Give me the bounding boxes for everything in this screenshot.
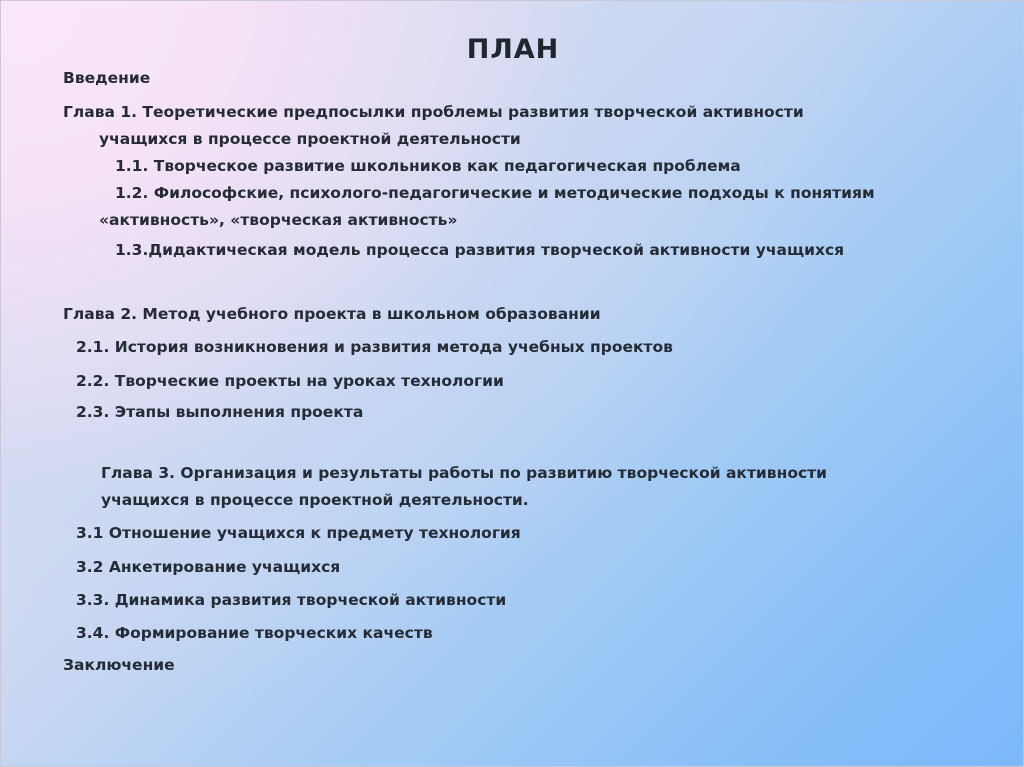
toc-section-3-2: 3.2 Анкетирование учащихся: [76, 558, 341, 576]
toc-conclusion: Заключение: [63, 656, 175, 674]
toc-section-3-3: 3.3. Динамика развития творческой активности: [76, 591, 507, 609]
toc-section-2-1: 2.1. История возникновения и развития метода учебных проектов: [76, 338, 673, 356]
toc-intro: Введение: [63, 69, 151, 87]
toc-section-1-1: 1.1. Творческое развитие школьников как педагогическая проблема: [115, 157, 741, 175]
toc-chapter-1-title: Глава 1. Теоретические предпосылки проблемы развития творческой активности: [63, 103, 804, 121]
toc-chapter-3-title: Глава 3. Организация и результаты работы по развитию творческой активности: [101, 464, 827, 482]
toc-section-2-3: 2.3. Этапы выполнения проекта: [76, 403, 364, 421]
toc-section-1-2: 1.2. Философские, психолого-педагогические и методические подходы к понятиям: [115, 184, 875, 202]
toc-section-1-2-continued: «активность», «творческая активность»: [99, 211, 458, 229]
toc-section-2-2: 2.2. Творческие проекты на уроках технологии: [76, 372, 504, 390]
toc-section-3-1: 3.1 Отношение учащихся к предмету технология: [76, 524, 521, 542]
toc-section-1-3: 1.3.Дидактическая модель процесса развития творческой активности учащихся: [115, 241, 845, 259]
toc-chapter-3-title-continued: учащихся в процессе проектной деятельности.: [101, 491, 529, 509]
page-title: ПЛАН: [466, 34, 560, 65]
toc-chapter-1-title-continued: учащихся в процессе проектной деятельности: [99, 130, 521, 148]
toc-chapter-2-title: Глава 2. Метод учебного проекта в школьном образовании: [63, 305, 601, 323]
toc-section-3-4: 3.4. Формирование творческих качеств: [76, 624, 433, 642]
